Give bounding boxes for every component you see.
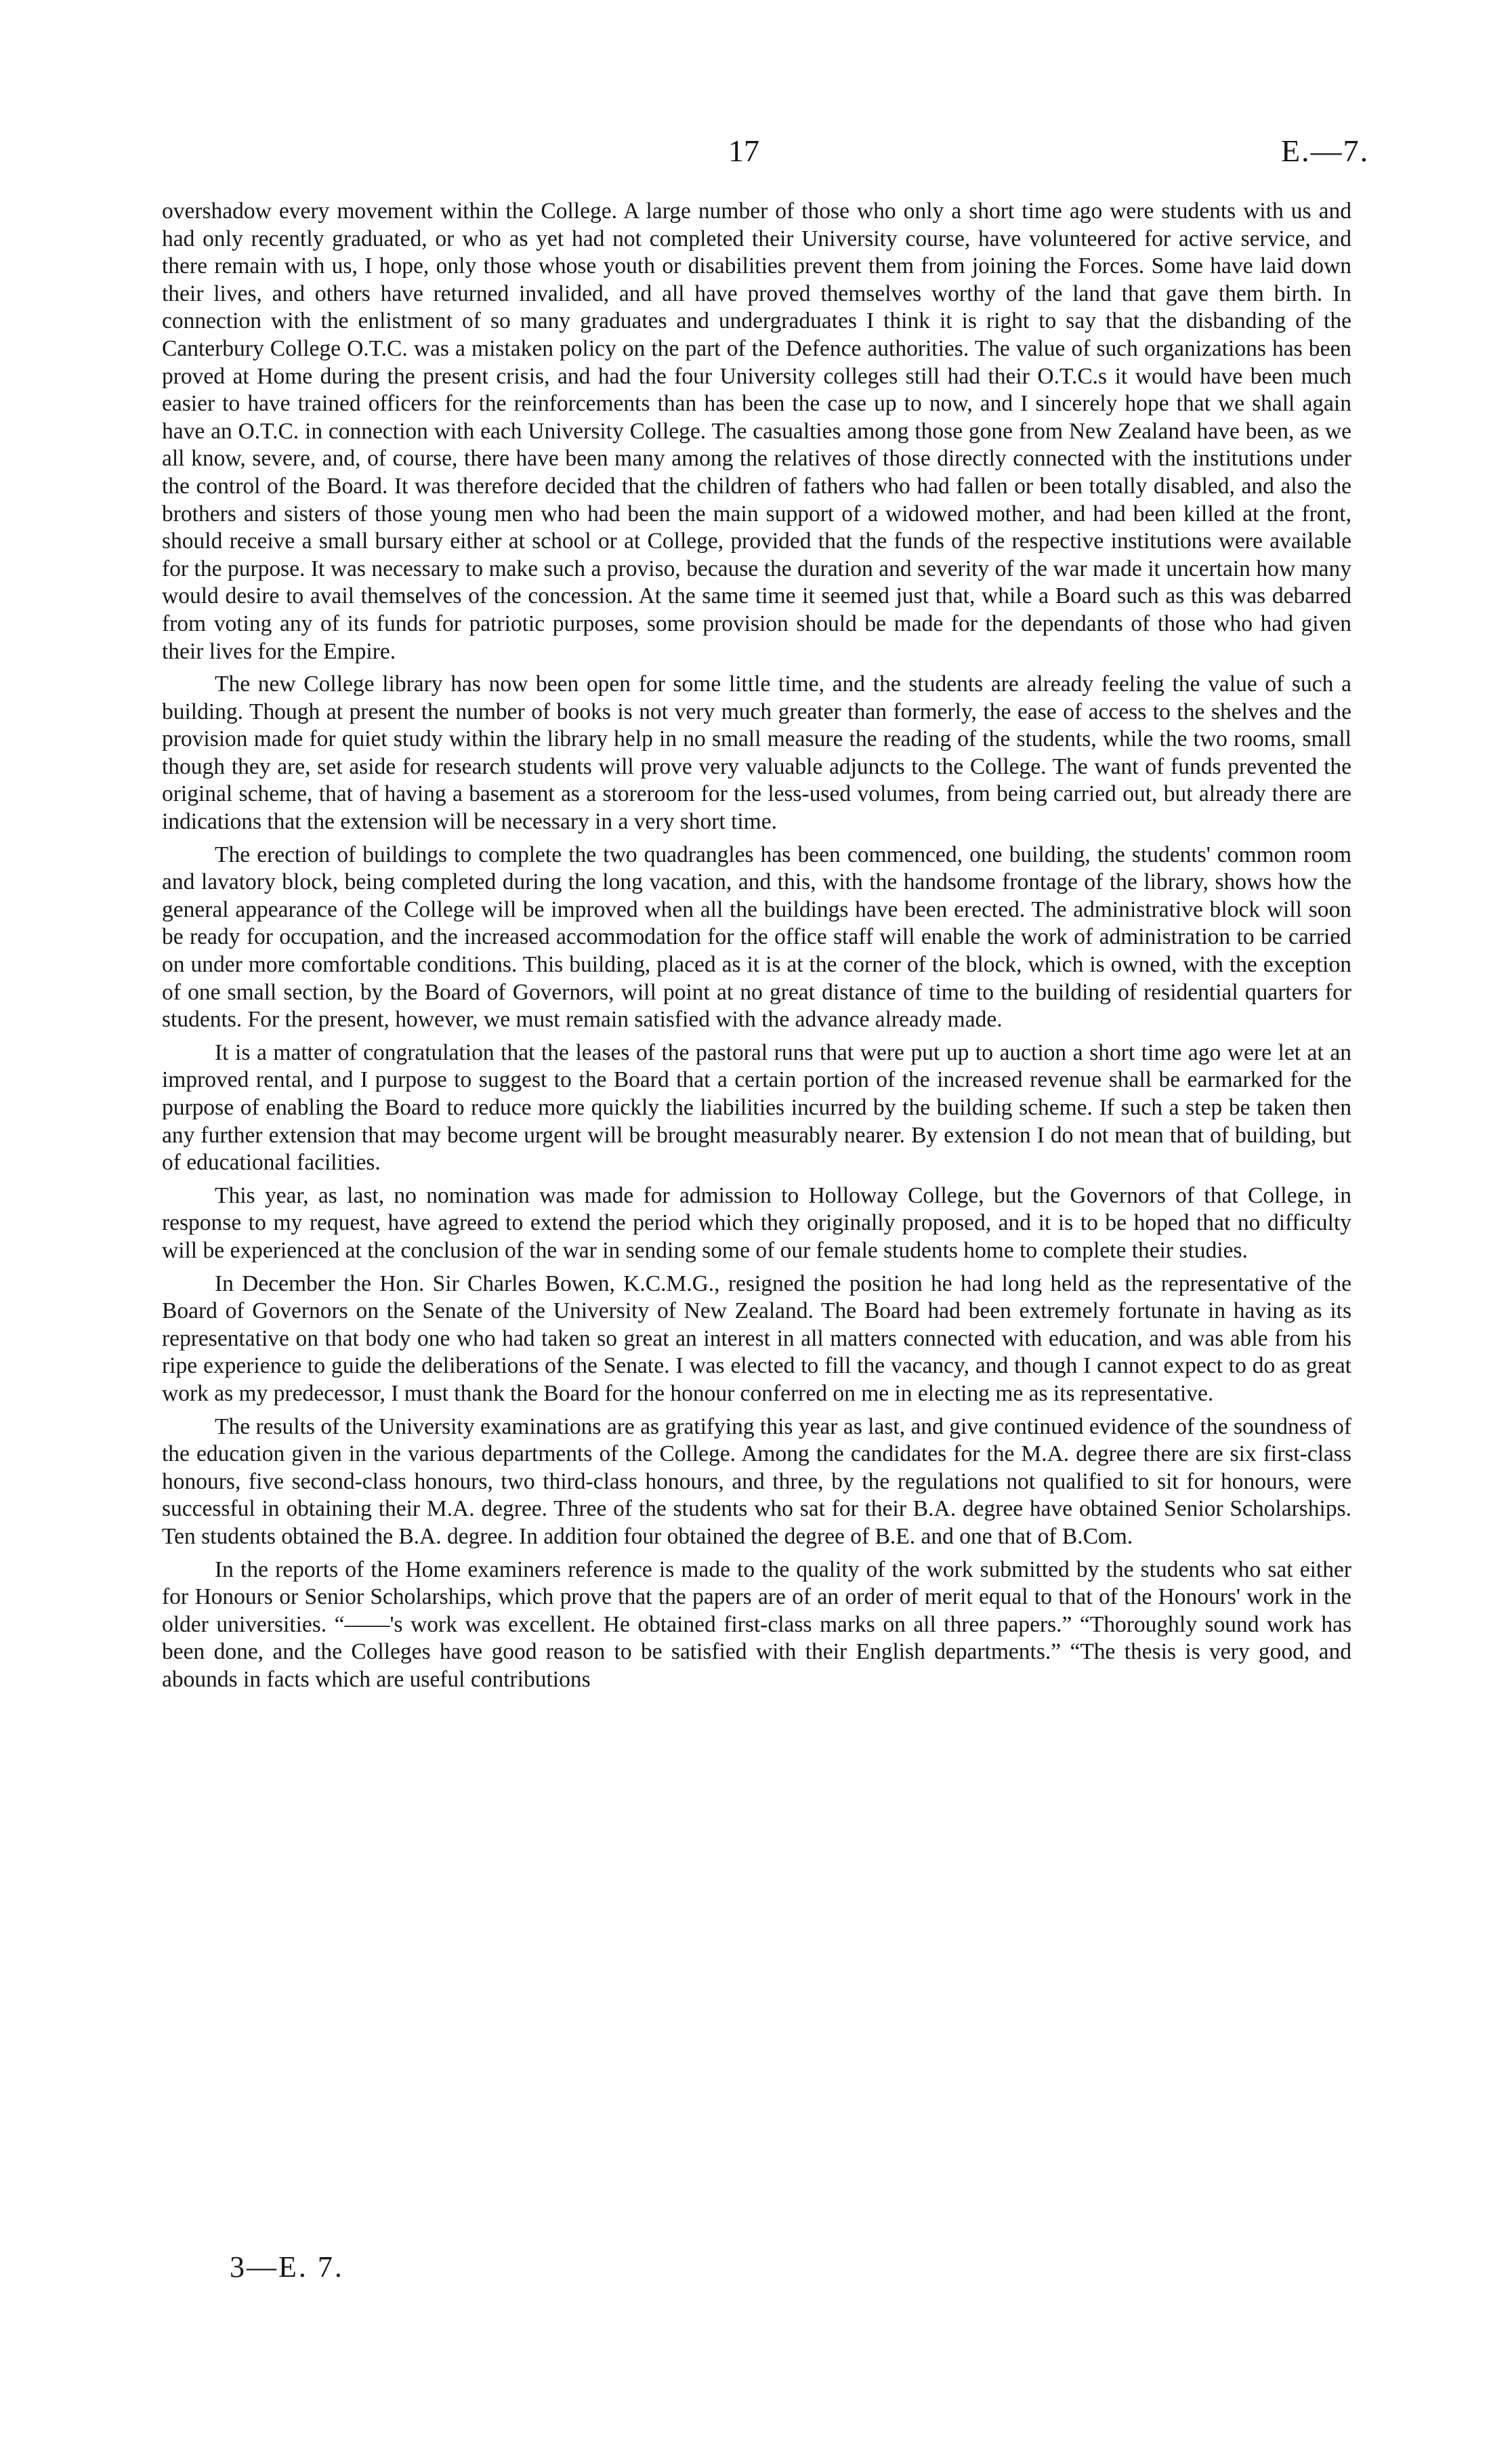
paragraph-war-service: overshadow every movement within the College. A large number of those who only a short time ago were students with us and had only recently graduated, or who as yet had not completed their University course, have volunteered for active service, and there remain with us, I hope, only those whose youth or disabilities prevent them from joining the Forces. Some have laid down their lives, and others have returned invalided, and all have proved themselves worthy of the land that gave them birth. In connection with the enlistment of so many graduates and undergraduates I think it is right to say that the disbanding of the Canterbury College O.T.C. was a mistaken policy on the part of the Defence authorities. The value of such organizations has been proved at Home during the present crisis, and had the four University colleges still had their O.T.C.s it would have been much easier to have trained officers for the reinforcements than has been the case up to now, and I sincerely hope that we shall again have an O.T.C. in connection with each University College. The casualties among those gone from New Zealand have been, as we all know, severe, and, of course, there have been many among the relatives of those directly connected with the institutions under the control of the Board. It was therefore decided that the children of fathers who had fallen or been totally disabled, and also the brothers and sisters of those young men who had been the main support of a widowed mother, and had been killed at the front, should receive a small bursary either at school or at College, provided that the funds of the respective institutions were available for the purpose. It was necessary to make such a proviso, because the duration and severity of the war made it uncertain how many would desire to avail themselves of the concession. At the same time it seemed just that, while a Board such as this was debarred from voting any of its funds for patriotic purposes, some provision should be made for the dependants of those who had given their lives for the Empire.	[162, 199, 1351, 664]
paragraph-examiner-reports: In the reports of the Home examiners reference is made to the quality of the work submitted by the students who sat either for Honours or Senior Scholarships, which prove that the papers are of an order of merit equal to that of the Honours' work in the older universities. “——'s work was excellent. He obtained first-class marks on all three papers.” “Thoroughly sound work has been done, and the Colleges have good reason to be satisfied with their English departments.” “The thesis is very good, and abounds in facts which are useful contributions	[162, 1556, 1351, 1692]
document-reference: E.—7.	[1281, 133, 1370, 168]
page-number: 17	[728, 133, 759, 168]
paragraph-library: The new College library has now been open for some little time, and the students are already feeling the value of such a building. Though at present the number of books is not very much greater than formerly, the ease of access to the shelves and the provision made for quiet study within the library help in no small measure the reading of the students, while the two rooms, small though they are, set aside for research students will prove very valuable adjuncts to the College. The want of funds prevented the original scheme, that of having a basement as a storeroom for the less-used volumes, from being carried out, but already there are indications that the extension will be necessary in a very short time.	[162, 672, 1351, 835]
paragraph-leases: It is a matter of congratulation that the leases of the pastoral runs that were put up to auction a short time ago were let at an improved rental, and I purpose to suggest to the Board that a certain portion of the increased revenue shall be earmarked for the purpose of enabling the Board to reduce more quickly the liabilities incurred by the building scheme. If such a step be taken then any further extension that may become urgent will be brought measurably nearer. By extension I do not mean that of building, but of educational facilities.	[162, 1039, 1351, 1176]
paragraph-holloway-college: This year, as last, no nomination was made for admission to Holloway College, but the Governors of that College, in response to my request, have agreed to extend the period which they originally proposed, and it is to be hoped that no difficulty will be experienced at the conclusion of the war in sending some of our female students home to complete their studies.	[162, 1182, 1351, 1263]
sheet-reference: 3—E. 7.	[230, 2250, 344, 2284]
paragraph-buildings: The erection of buildings to complete the two quadrangles has been commenced, one building, the students' common room and lavatory block, being completed during the long vacation, and this, with the handsome frontage of the library, shows how the general appearance of the College will be improved when all the buildings have been erected. The administrative block will soon be ready for occupation, and the increased accommodation for the office staff will enable the work of administration to be carried on under more comfortable conditions. This building, placed as it is at the corner of the block, which is owned, with the exception of one small section, by the Board of Governors, will point at no great distance of time to the building of residential quarters for students. For the present, however, we must remain satisfied with the advance already made.	[162, 842, 1351, 1033]
paragraph-examination-results: The results of the University examinations are as gratifying this year as last, and give continued evidence of the soundness of the education given in the various departments of the College. Among the candidates for the M.A. degree there are six first-class honours, five second-class honours, two third-class honours, and three, by the regulations not qualified to sit for honours, were successful in obtaining their M.A. degree. Three of the students who sat for their B.A. degree have obtained Senior Scholarships. Ten students obtained the B.A. degree. In addition four obtained the degree of B.E. and one that of B.Com.	[162, 1413, 1351, 1549]
paragraph-senate-representative: In December the Hon. Sir Charles Bowen, K.C.M.G., resigned the position he had long held as the representative of the Board of Governors on the Senate of the University of New Zealand. The Board had been extremely fortunate in having as its representative on that body one who had taken so great an interest in all matters connected with education, and was able from his ripe experience to guide the deliberations of the Senate. I was elected to fill the vacancy, and though I cannot expect to do as great work as my predecessor, I must thank the Board for the honour conferred on me in electing me as its representative.	[162, 1271, 1351, 1406]
page-header	[0, 133, 1512, 173]
body-text	[162, 198, 1351, 1699]
